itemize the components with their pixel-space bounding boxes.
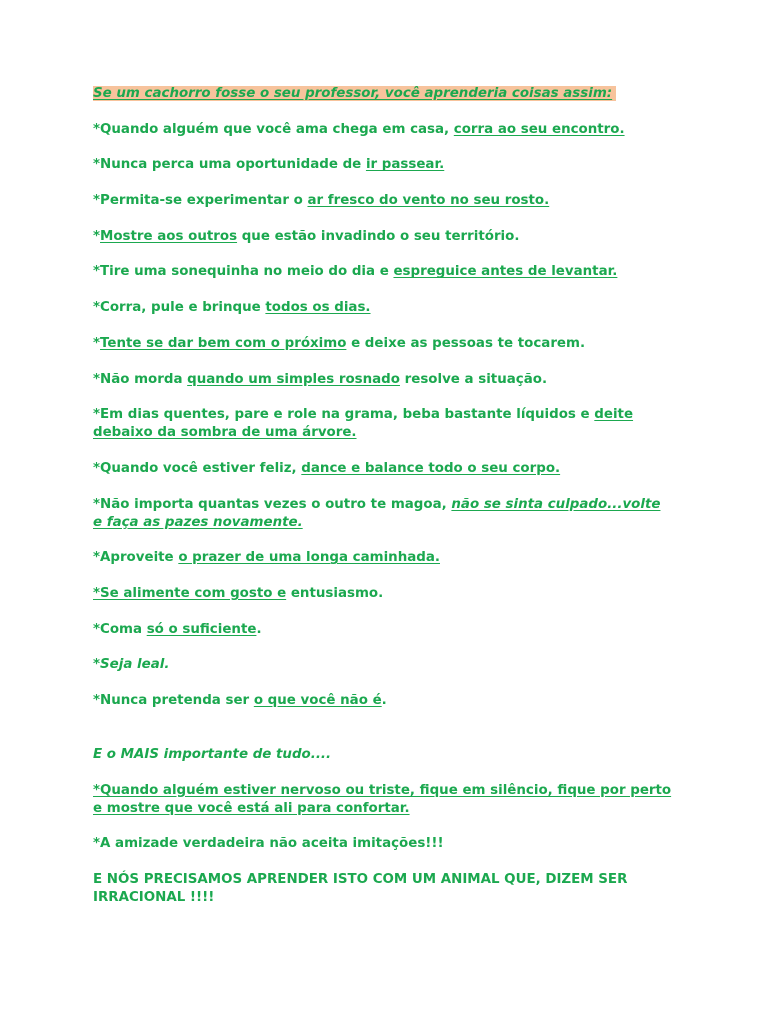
emphasis-text: E o MAIS importante de tudo.... <box>93 747 332 762</box>
item-text: *Não morda <box>93 371 188 387</box>
list-item-9 <box>93 406 673 442</box>
item-text: *Seja leal. <box>93 657 170 673</box>
item-underlined: deite debaixo da sombra de uma árvore. <box>93 407 634 441</box>
item-text: *Quando alguém que você ama chega em casa, <box>93 121 454 137</box>
item-text: que estão invadindo o seu território. <box>237 228 520 244</box>
list-item-5 <box>93 263 673 281</box>
final-item-3 <box>93 871 673 907</box>
final-text: *Quando alguém estiver nervoso ou triste, fique em silêncio, fique por perto e mostre que você está ali para confortar. <box>93 782 672 816</box>
item-underlined: Mostre aos outros <box>100 228 238 244</box>
item-text: . <box>381 693 387 708</box>
item-underlined: quando um simples rosnado <box>187 371 400 387</box>
item-underlined: dance e balance todo o seu corpo. <box>301 460 561 476</box>
list-item-4 <box>93 228 673 246</box>
item-text: * <box>93 228 101 244</box>
item-text: *Tire uma sonequinha no meio do dia e <box>93 264 394 280</box>
item-text: *Em dias quentes, pare e role na grama, beba bastante líquidos e <box>93 407 595 423</box>
item-underlined: Tente se dar bem com o próximo <box>100 335 347 351</box>
item-text: entusiasmo. <box>286 585 384 601</box>
item-text: *Corra, pule e brinque <box>93 300 266 316</box>
item-underlined: não se sinta culpado...volte e faça as pazes novamente. <box>93 496 661 530</box>
item-underlined: corra ao seu encontro. <box>453 121 625 137</box>
list-item-12 <box>93 549 673 567</box>
item-underlined: o que você não é <box>253 693 382 708</box>
item-text: *Permita-se experimentar o <box>93 193 308 209</box>
document-page <box>93 85 673 925</box>
list-item-15 <box>93 656 673 674</box>
item-text: resolve a situação. <box>399 371 548 387</box>
item-text: *Não importa quantas vezes o outro te magoa, <box>93 496 452 512</box>
item-text: . <box>256 621 262 637</box>
item-text: *Nunca perca uma oportunidade de <box>93 157 366 173</box>
list-item-1 <box>93 121 673 139</box>
list-item-13 <box>93 585 673 603</box>
item-text: * <box>93 335 101 351</box>
list-item-8 <box>93 371 673 389</box>
document-title <box>93 85 673 103</box>
list-item-16 <box>93 692 673 710</box>
list-item-6 <box>93 299 673 317</box>
item-text: *Coma <box>93 621 147 637</box>
final-text: *A amizade verdadeira não aceita imitações!!! <box>93 836 444 852</box>
final-item-2 <box>93 835 673 853</box>
item-text: *Quando você estiver feliz, <box>93 460 302 476</box>
list-item-7 <box>93 335 673 353</box>
item-underlined: todos os dias. <box>265 300 371 316</box>
item-underlined: espreguice antes de levantar. <box>393 264 618 280</box>
list-item-2 <box>93 156 673 174</box>
item-underlined: ar fresco do vento no seu rosto. <box>307 193 550 209</box>
title-text: Se um cachorro fosse o seu professor, você aprenderia coisas assim: <box>93 86 616 101</box>
list-item-14 <box>93 621 673 639</box>
final-text: E NÓS PRECISAMOS APRENDER ISTO COM UM ANIMAL QUE, DIZEM SER IRRACIONAL !!!! <box>93 872 628 906</box>
item-underlined: ir passear. <box>365 157 445 173</box>
item-underlined: *Se alimente com gosto e <box>93 585 287 601</box>
item-underlined: só o suficiente <box>146 621 257 637</box>
list-item-10 <box>93 460 673 478</box>
final-item-1 <box>93 782 673 818</box>
list-item-3 <box>93 192 673 210</box>
item-underlined: o prazer de uma longa caminhada. <box>178 550 440 566</box>
list-item-11 <box>93 496 673 532</box>
emphasis-line <box>93 746 673 764</box>
item-text: *Nunca pretenda ser <box>93 693 254 708</box>
item-text: *Aproveite <box>93 550 179 566</box>
item-text: e deixe as pessoas te tocarem. <box>346 335 586 351</box>
